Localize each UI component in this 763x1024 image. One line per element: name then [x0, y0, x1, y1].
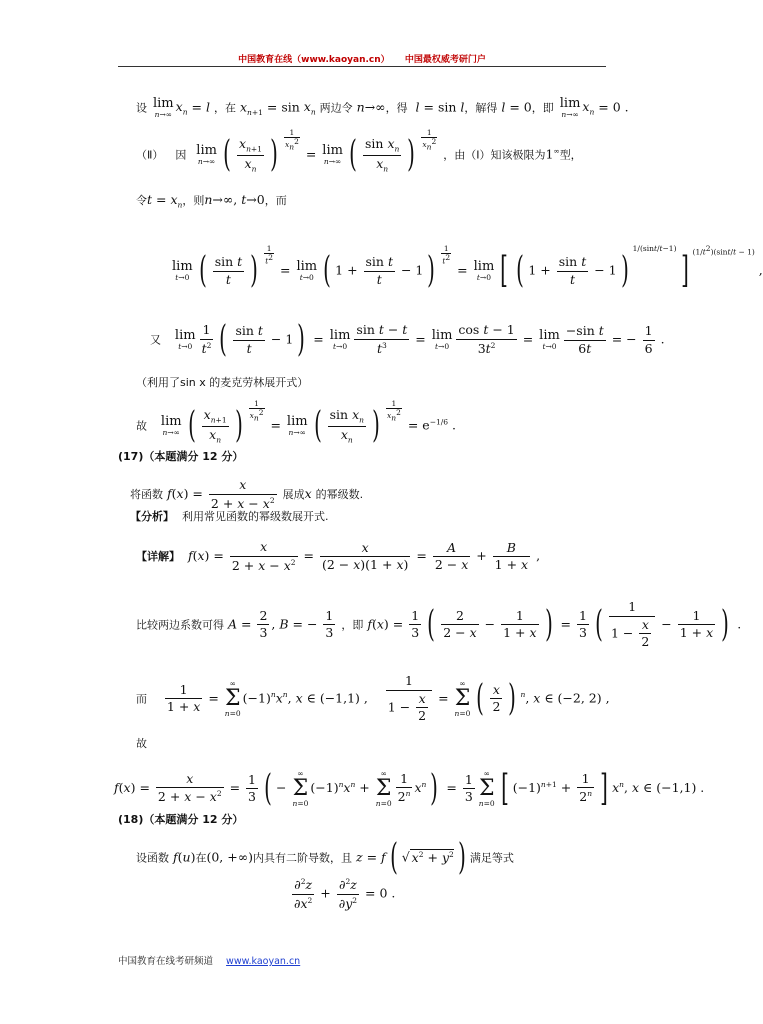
header-rule	[118, 66, 606, 67]
equation-limit-chain: lim t→0 ( $\frac{\text{sin t}}{t}$ ) $\frac{1}{t^2}$ = lim t→0 ( 1 + $\frac{\text{sin t}}{t}$ − 1 ) $\frac{1}{t^2}$ = lim t→0 [ ( 1 + $\frac{\text{sin t}}{t}$ − 1 )1/(sint/t−1)] $(1/t^2)(\sin t/t - 1)$ ,	[172, 244, 763, 291]
footer-link[interactable]: www.kaoyan.cn	[226, 956, 301, 967]
known-series: 而 $\frac{1}{1 + x}$ = ∞ Σ n=0 $(-1)^nx^n$, x ∈ (−1,1) , 1 1 − $\frac{x}{2}$ = ∞ Σ n=0 ( $\frac{x}{2}$ ) $^n$, x ∈ (−2, 2) ,	[136, 673, 610, 723]
equation-result: 故 lim n→∞ ( $\frac{x_{n+1}}{x_n}$ ) $\frac{1}{x_n^2}$ = lim n→∞ ( $\frac{\sin x_n}{x_n}$ ) $\frac{1}{x_n^2}$ = $e^{-1/6}$ .	[136, 399, 457, 446]
coefficient-comparison: 比较两边系数可得 A = $\frac{2}{3}$ , B = − $\frac{1}{3}$ ，即 f(x) = $\frac{1}{3}$ ( $\frac{2}{2 - x}$ − $\frac{1}{1 + x}$ ) = $\frac{1}{3}$ ( 1 1 − $\frac{x}{2}$ − $\frac{1}{1 + x}$ ) .	[136, 599, 742, 649]
problem-18-statement: 设函数 f(u)在(0, +∞)内具有二阶导数，且 z = f ( √ $x^2 + y^2$ ) 满足等式	[136, 837, 514, 878]
line-substitution: 令$t = x_n$，则n→∞, t→0，而	[136, 192, 287, 210]
page-header	[0, 52, 724, 65]
problem-18-title: (18)（本题满分 12 分）	[118, 813, 244, 826]
footer-text: 中国教育在线考研频道	[118, 956, 214, 967]
equation-exponent-limit: 又 lim t→0 $\frac{1}{t^2}$ ( $\frac{\text{sin t}}{t}$ − 1 ) = lim t→0 $\frac{\text{sin t − t}}{t^3}$ = lim t→0 $\frac{\text{cos t − 1}}{3t^2}$ = lim t→0 $\frac{\text{−sin t}}{6t}$ = − $\frac{1}{6}$ .	[150, 319, 665, 360]
final-series: f(x) = $\frac{x}{2 + x - x^2}$ = $\frac{1}{3}$ ( − ∞ Σ n=0 $(-1)^nx^n$ + ∞ Σ n=0 $\frac{1}{2^n}$ $x^n$ ) = $\frac{1}{3}$ ∞ Σ n=0 [ $(-1)^{n+1}$ + $\frac{1}{2^n}$ ] $x^n$, x ∈ (−1,1) .	[114, 767, 705, 809]
header-slogan: 中国最权威考研门户	[404, 55, 486, 65]
laplace-equation: $\frac{\partial^2z}{\partial x^2}$ + $\frac{\partial^2z}{\partial y^2}$ = 0 .	[294, 877, 396, 911]
problem-17-title: (17)（本题满分 12 分）	[118, 450, 244, 463]
line-limit-l: 设 lim n→∞ $x_n = l$ ，在 $x_{n+1} = \sin x_n$ 两边令 n→∞，得 l = sin l，解得 l = 0，即 lim n→∞ $x_n = 0$ .	[136, 96, 629, 119]
conclusion-label: 故	[136, 737, 147, 750]
header-site-name: 中国教育在线（www.kaoyan.cn）	[238, 55, 390, 65]
note-maclaurin: （利用了sin x 的麦克劳林展开式）	[136, 376, 309, 389]
problem-17-statement: 将函数 f(x) = $\frac{x}{2 + x - x^2}$ 展成x 的幂级数.	[130, 477, 364, 511]
line-part-ii: （Ⅱ） 因 lim n→∞ ( $\frac{x_{n+1}}{x_n}$ ) $\frac{1}{x_n^2}$ = lim n→∞ ( $\frac{\sin x_n}{x_n}$ ) $\frac{1}{x_n^2}$ ，由（Ⅰ）知该极限为1∞型，	[136, 128, 582, 175]
page-footer	[118, 953, 300, 967]
analysis: 【分析】 利用常见函数的幂级数展开式.	[130, 510, 329, 523]
solution-decomposition: 【详解】 f(x) = $\frac{x}{2 + x - x^2}$ = $\frac{x}{(2 - x)(1 + x)}$ = $\frac{A}{2 - x}$ + $\frac{B}{1 + x}$ ,	[136, 539, 541, 573]
